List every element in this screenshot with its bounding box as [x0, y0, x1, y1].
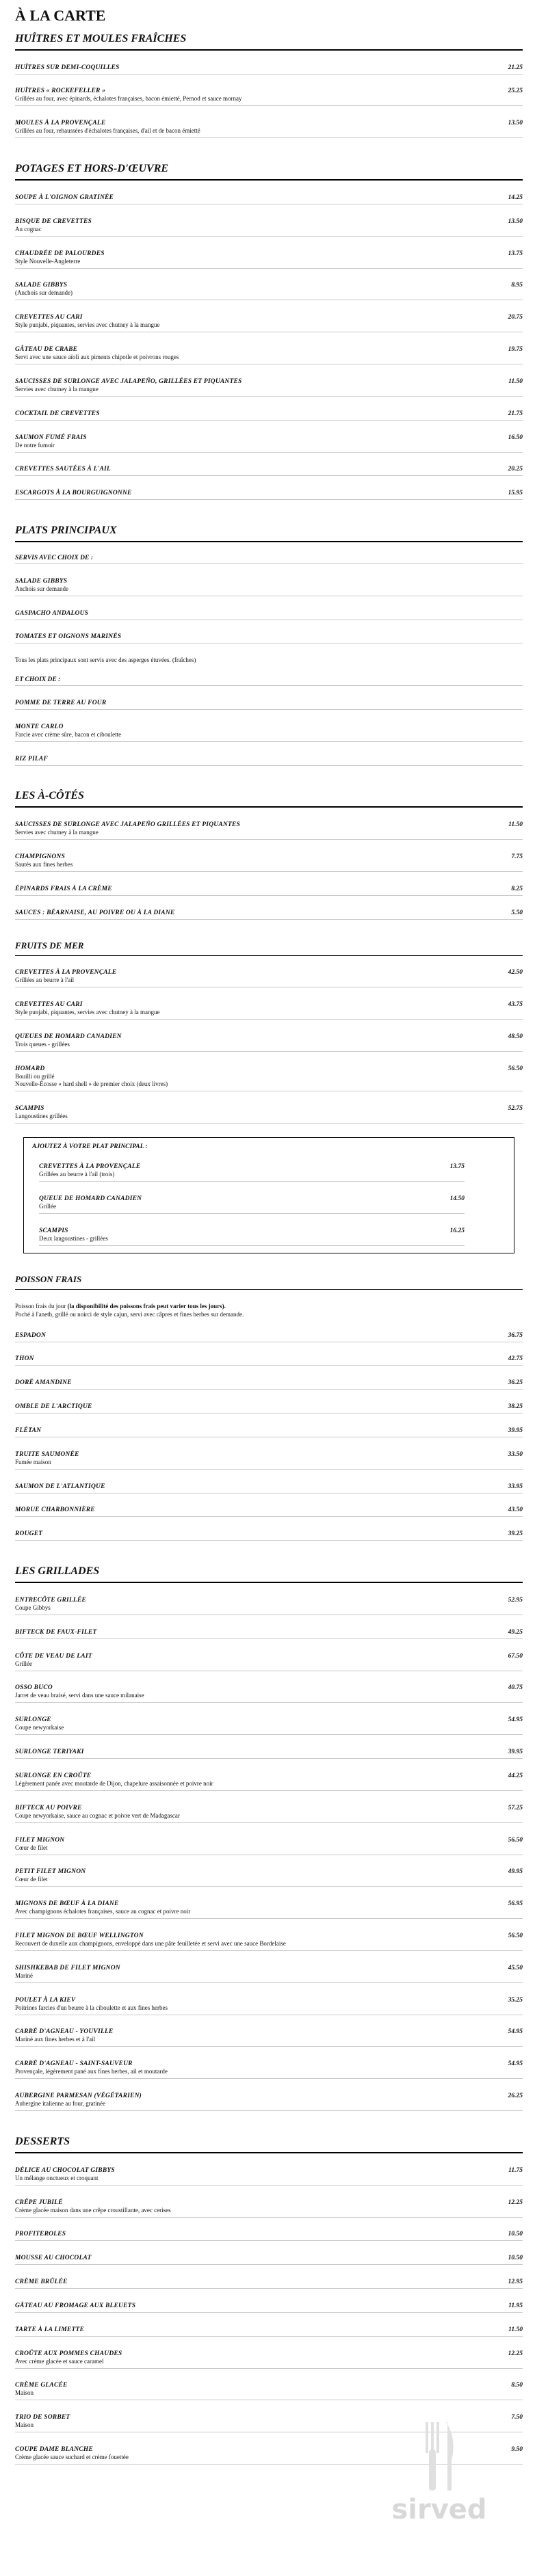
item-name: SAUCISSES DE SURLONGE AVEC JALAPEÑO, GRILLÉES ET PIQUANTES	[15, 377, 242, 385]
menu-item	[15, 1379, 523, 1390]
choice-name: GASPACHO ANDALOUS	[15, 609, 89, 617]
item-price: 8.95	[511, 282, 523, 289]
served-with-label: SERVIS AVEC CHOIX DE :	[15, 555, 523, 564]
item-description: Légèrement panée avec moutarde de Dijon, chapelure assaisonnée et poivre noir	[15, 1779, 213, 1787]
item-price: 48.50	[508, 1033, 523, 1040]
item-name: CREVETTES AU CARI	[15, 314, 83, 321]
item-name: HOMARD	[15, 1065, 45, 1072]
menu-item	[15, 1965, 523, 1983]
item-description: Coupe newyorkaise, sauce au cognac et poivre vert de Madagascar	[15, 1811, 180, 1819]
item-name: SURLONGE EN CROÛTE	[15, 1772, 92, 1779]
item-name: PROFITEROLES	[15, 2231, 66, 2238]
menu-item	[15, 194, 523, 204]
menu-item	[15, 1629, 523, 1639]
item-price: 16.50	[508, 434, 523, 441]
item-price: 38.25	[508, 1403, 523, 1411]
item-name: ÉPINARDS FRAIS À LA CRÈME	[15, 885, 112, 892]
menu-item	[15, 1653, 523, 1671]
item-name: SCAMPIS	[15, 1104, 44, 1112]
menu-item	[15, 1530, 523, 1541]
box-title: AJOUTEZ À VOTRE PLAT PRINCIPAL :	[32, 1143, 148, 1150]
item-name: SAUCES : BÉARNAISE, AU POIVRE OU À LA DIANE	[15, 909, 175, 916]
menu-item	[15, 434, 523, 453]
menu-item	[15, 1997, 523, 2015]
item-name: MOUSSE AU CHOCOLAT	[15, 2255, 92, 2262]
menu-item	[15, 1716, 523, 1735]
item-description: Cœur de filet	[15, 1844, 48, 1851]
item-name: FILET MIGNON DE BŒUF WELLINGTON	[15, 1933, 144, 1939]
item-description: Crème glacée maison dans une crêpe croustillante, avec cerises	[15, 2206, 171, 2214]
menu-item	[15, 346, 523, 364]
item-name: CRÈME BRÛLÉE	[15, 2279, 68, 2286]
section-title-huitres: HUÎTRES ET MOULES FRAÎCHES	[15, 33, 523, 51]
menu-item	[15, 1772, 523, 1791]
menu-item	[15, 1105, 523, 1124]
choice-item	[15, 756, 523, 766]
item-description: Coupe newyorkaise	[15, 1724, 64, 1731]
choice-item	[15, 700, 523, 710]
item-description: Avec crème glacée et sauce caramel	[15, 2357, 104, 2365]
item-name: GÂTEAU AU FROMAGE AUX BLEUETS	[15, 2302, 136, 2309]
menu-item	[15, 2093, 523, 2111]
item-price: 44.25	[508, 1772, 523, 1779]
menu-item	[15, 218, 523, 237]
item-name: CHAMPIGNONS	[15, 853, 65, 861]
item-name: GÂTEAU DE CRABE	[15, 346, 78, 354]
item-name: SURLONGE	[15, 1716, 51, 1724]
poisson-intro-b: (la disponibilité des poissons frais peut varier tous les jours).	[67, 1302, 226, 1310]
item-description: Style Nouvelle-Angleterre	[15, 257, 81, 265]
item-price: 14.25	[508, 194, 523, 201]
menu-item	[15, 490, 523, 500]
menu-item	[15, 64, 523, 75]
sirved-watermark	[371, 2494, 508, 2549]
menu-item	[15, 2167, 523, 2186]
item-price: 20.75	[508, 314, 523, 321]
item-price: 19.75	[508, 346, 523, 354]
item-price: 49.25	[508, 1628, 523, 1636]
item-price: 7.75	[511, 853, 523, 861]
item-description: Deux langoustines - grillées	[39, 1235, 108, 1243]
item-price: 8.50	[511, 2382, 523, 2389]
menu-item	[15, 821, 523, 840]
choice-item	[15, 723, 523, 742]
item-name: TRIO DE SORBET	[15, 2414, 70, 2421]
item-description: Poitrines farcies d'un beurre à la ciboulette et aux fines herbes	[15, 2004, 168, 2011]
poisson-intro-a: Poisson frais du jour	[15, 1302, 68, 1310]
choice-name: TOMATES ET OIGNONS MARINÉS	[15, 633, 122, 641]
choice-description: Farcie avec crème sûre, bacon et ciboulette	[15, 730, 122, 738]
item-name: QUEUES DE HOMARD CANADIEN	[15, 1033, 122, 1040]
section-title-grillades: LES GRILLADES	[15, 1565, 523, 1583]
item-name: MIGNONS DE BŒUF À LA DIANE	[15, 1900, 119, 1908]
item-name: SURLONGE TERIYAKI	[15, 1749, 84, 1756]
item-price: 43.75	[508, 1001, 523, 1009]
item-price: 43.50	[508, 1506, 523, 1514]
item-price: 12.25	[508, 2199, 523, 2206]
item-description: Langoustines grillées	[15, 1112, 68, 1119]
item-name: TARTE À LA LIMETTE	[15, 2326, 84, 2333]
item-price: 42.50	[508, 969, 523, 977]
menu-column	[15, 0, 523, 2465]
item-price: 56.95	[508, 1900, 523, 1908]
item-name: CREVETTES SAUTÉES À L'AIL	[15, 466, 111, 473]
menu-item	[15, 120, 523, 138]
item-name: BIFTECK AU POIVRE	[15, 1804, 82, 1811]
item-name: CROÛTE AUX POMMES CHAUDES	[15, 2350, 122, 2357]
item-description: Trois queues - grillées	[15, 1040, 70, 1048]
item-name: CREVETTES AU CARI	[15, 1001, 83, 1009]
item-description: Cœur de filet	[15, 1876, 48, 1883]
item-name: SAUMON DE L'ATLANTIQUE	[15, 1483, 105, 1490]
menu-item	[15, 1933, 523, 1951]
item-description: Sautés aux fines herbes	[15, 861, 73, 868]
item-price: 11.75	[508, 2166, 523, 2174]
menu-item	[15, 1427, 523, 1437]
section-title-potages: POTAGES ET HORS-D'ŒUVRE	[15, 163, 523, 181]
item-name: COUPE DAME BLANCHE	[15, 2446, 93, 2454]
item-price: 16.25	[449, 1227, 465, 1235]
menu-item	[15, 1805, 523, 1823]
item-name: DORÉ AMANDINE	[15, 1379, 72, 1387]
item-name: ROUGET	[15, 1530, 43, 1538]
menu-item	[15, 1451, 523, 1470]
item-name: CRÈME GLACÉE	[15, 2382, 68, 2389]
menu-item	[15, 2350, 523, 2369]
item-description: Maison	[15, 2389, 34, 2397]
item-description: Crème glacée sauce suchard et crème fouettée	[15, 2454, 129, 2461]
item-price: 13.75	[449, 1163, 465, 1171]
item-description: Recouvert de duxelle aux champignons, enveloppé dans une pâte feuilletée et servi avec une sauce Bordelaise	[15, 1940, 286, 1947]
item-name: HUÎTRES « ROCKEFELLER »	[15, 88, 106, 95]
item-description: Style punjabi, piquantes, servies avec chutney à la mangue	[15, 1009, 160, 1016]
item-description: Servi avec une sauce aïoli aux piments chipotle et poivrons rouges	[15, 354, 179, 361]
item-price: 52.75	[508, 1104, 523, 1112]
item-name: CREVETTES À LA PROVENÇALE	[15, 969, 117, 977]
item-description: Grillées au beurre à l'ail	[15, 977, 75, 984]
menu-item	[15, 1065, 523, 1091]
item-name: SCAMPIS	[39, 1227, 68, 1235]
item-name: THON	[15, 1355, 34, 1363]
and-choice-label: ET CHOIX DE :	[15, 676, 523, 686]
item-price: 52.95	[508, 1596, 523, 1604]
poisson-intro-c: Poché à l'aneth, grillé ou noirci de style cajun, servi avec câpres et fines herbes sur demande.	[15, 1310, 244, 1318]
item-description: Style punjabi, piquantes, servies avec chutney à la mangue	[15, 321, 160, 329]
menu-item	[15, 2060, 523, 2079]
item-name: CARRÉ D'AGNEAU - SAINT-SAUVEUR	[15, 2060, 133, 2068]
item-name: ESPADON	[15, 1331, 47, 1339]
item-price: 57.25	[508, 1804, 523, 1811]
item-description: Avec champignons échalotes françaises, sauce au cognac et poivre noir	[15, 1908, 191, 1915]
item-name: FILET MIGNON	[15, 1836, 65, 1844]
choice-name: SALADE GIBBYS	[15, 577, 68, 585]
menu-item	[15, 886, 523, 896]
item-name: SHISHKEBAB DE FILET MIGNON	[15, 1964, 120, 1971]
item-name: TRUITE SAUMONÉE	[15, 1450, 79, 1458]
choice-name: RIZ PILAF	[15, 755, 48, 762]
choice-name: MONTE CARLO	[15, 723, 64, 730]
menu-item	[15, 410, 523, 421]
menu-item	[15, 1506, 523, 1517]
item-name: BIFTECK DE FAUX-FILET	[15, 1628, 97, 1636]
item-price: 54.95	[508, 2060, 523, 2068]
item-price: 33.50	[508, 1450, 523, 1458]
item-description: (Anchois sur demande)	[15, 289, 73, 297]
item-name: BISQUE DE CREVETTES	[15, 217, 92, 225]
item-price: 13.75	[508, 250, 523, 257]
item-name: CHAUDRÉE DE PALOURDES	[15, 250, 105, 257]
menu-item	[15, 1749, 523, 1759]
menu-item	[15, 250, 523, 269]
item-price: 13.50	[508, 217, 523, 225]
item-description: Grillées au four, rehaussées d'échalotes françaises, d'ail et de bacon émietté	[15, 127, 200, 135]
menu-item	[15, 1355, 523, 1366]
item-price: 15.95	[508, 490, 523, 497]
plats-note: Tous les plats principaux sont servis avec des asperges étuvées. (fraîches)	[15, 656, 196, 664]
item-name: CREVETTES À LA PROVENÇALE	[39, 1163, 141, 1171]
item-price: 54.95	[508, 2028, 523, 2036]
item-name: SAUMON FUMÉ FRAIS	[15, 434, 87, 441]
item-name: CARRÉ D'AGNEAU - YOUVILLE	[15, 2028, 114, 2036]
item-description: Grillées au four, avec épinards, échalotes françaises, bacon émietté, Pernod et sauce mornay	[15, 95, 242, 103]
item-price: 11.50	[508, 377, 523, 385]
menu-item	[15, 969, 523, 987]
item-description: Fumée maison	[15, 1458, 51, 1465]
item-name: AUBERGINE PARMESAN (VÉGÉTARIEN)	[15, 2093, 142, 2100]
menu-item	[15, 1403, 523, 1413]
item-description: Grillée	[39, 1203, 56, 1210]
item-price: 12.25	[508, 2350, 523, 2357]
item-price: 33.95	[508, 1483, 523, 1490]
menu-item	[15, 1900, 523, 1919]
menu-item	[15, 2382, 523, 2400]
menu-item	[15, 2279, 523, 2289]
item-description: Bouilli ou grillé Nouvelle-Écosse « hard shell » de premier choix (deux livres)	[15, 1072, 168, 1087]
page-title: À LA CARTE	[15, 7, 106, 24]
menu-item	[39, 1195, 465, 1214]
item-price: 25.25	[508, 88, 523, 95]
menu-item	[39, 1163, 465, 1182]
item-price: 49.95	[508, 1868, 523, 1876]
item-price: 10.50	[508, 2255, 523, 2262]
item-price: 10.50	[508, 2231, 523, 2238]
item-description: Provençale, légèrement pané aux fines herbes, ail et moutarde	[15, 2068, 168, 2075]
item-price: 56.50	[508, 1836, 523, 1844]
item-name: ENTRECÔTE GRILLÉE	[15, 1596, 86, 1604]
item-price: 21.25	[508, 64, 523, 71]
menu-item	[15, 1837, 523, 1855]
item-name: SAUCISSES DE SURLONGE AVEC JALAPEÑO GRILLÉES ET PIQUANTES	[15, 821, 240, 829]
item-description: Grillées au beurre à l'ail (trois)	[39, 1171, 115, 1178]
section-title-plats: PLATS PRINCIPAUX	[15, 525, 523, 542]
item-description: Servies avec chutney à la mangue	[15, 385, 99, 393]
section-title-poisson: POISSON FRAIS	[15, 1274, 523, 1290]
watermark-text: sirved	[391, 2494, 487, 2525]
item-description: Aubergine italienne au four, gratinée	[15, 2100, 106, 2108]
item-price: 39.95	[508, 1749, 523, 1756]
item-description: Mariné aux fines herbes et à l'ail	[15, 2036, 96, 2043]
item-name: FLÉTAN	[15, 1426, 42, 1434]
item-description: De notre fumoir	[15, 441, 55, 449]
item-description: Maison	[15, 2421, 34, 2429]
item-price: 11.95	[508, 2302, 523, 2309]
item-name: DÉLICE AU CHOCOLAT GIBBYS	[15, 2166, 115, 2174]
item-name: PETIT FILET MIGNON	[15, 1868, 86, 1876]
menu-item	[15, 314, 523, 332]
fork-knife-icon	[419, 2419, 460, 2494]
item-price: 11.50	[508, 821, 523, 829]
section-title-cotes: LES À-CÔTÉS	[15, 790, 523, 808]
item-name: SALADE GIBBYS	[15, 282, 68, 289]
item-name: POULET À LA KIEV	[15, 1996, 76, 2004]
menu-item	[15, 2199, 523, 2218]
item-name: CÔTE DE VEAU DE LAIT	[15, 1652, 92, 1660]
item-price: 54.95	[508, 1716, 523, 1724]
item-price: 5.50	[511, 909, 523, 916]
section-title-fruits: FRUITS DE MER	[15, 940, 523, 956]
menu-item	[15, 909, 523, 920]
menu-item	[15, 853, 523, 872]
choice-item	[15, 633, 523, 643]
item-price: 42.75	[508, 1355, 523, 1363]
item-price: 67.50	[508, 1652, 523, 1660]
item-price: 9.50	[511, 2446, 523, 2454]
item-description: Jarret de veau braisé, servi dans une sauce milanaise	[15, 1692, 144, 1699]
item-description: Un mélange onctueux et croquant	[15, 2174, 99, 2181]
item-price: 56.50	[508, 1065, 523, 1072]
item-description: Mariné	[15, 1971, 33, 1979]
menu-item	[15, 1483, 523, 1493]
menu-item	[39, 1227, 465, 1246]
menu-item	[15, 88, 523, 106]
menu-item	[15, 1332, 523, 1342]
item-price: 21.75	[508, 410, 523, 417]
item-name: OMBLE DE L'ARCTIQUE	[15, 1403, 92, 1411]
menu-item	[15, 1868, 523, 1887]
item-name: MORUE CHARBONNIÈRE	[15, 1506, 95, 1514]
item-price: 14.50	[449, 1195, 465, 1203]
item-price: 26.25	[508, 2093, 523, 2100]
choice-name: POMME DE TERRE AU FOUR	[15, 699, 107, 706]
item-description: Coupe Gibbys	[15, 1604, 51, 1611]
choice-item	[15, 578, 523, 596]
item-price: 36.25	[508, 1379, 523, 1387]
item-price: 35.25	[508, 1996, 523, 2004]
item-price: 7.50	[511, 2414, 523, 2421]
menu-item	[15, 2326, 523, 2337]
item-name: CRÊPE JUBILÉ	[15, 2199, 63, 2206]
item-price: 20.25	[508, 466, 523, 473]
item-name: HUÎTRES SUR DEMI-COQUILLES	[15, 64, 120, 71]
menu-item	[15, 2255, 523, 2265]
item-price: 39.95	[508, 1426, 523, 1434]
item-price: 13.50	[508, 120, 523, 127]
item-price: 56.50	[508, 1933, 523, 1939]
item-description: Grillée	[15, 1660, 32, 1667]
item-price: 8.25	[511, 885, 523, 892]
choice-item	[15, 610, 523, 620]
item-price: 39.25	[508, 1530, 523, 1538]
item-price: 45.50	[508, 1964, 523, 1971]
poisson-intro	[15, 1302, 523, 1318]
menu-item	[15, 2028, 523, 2047]
item-name: ESCARGOTS À LA BOURGUIGNONNE	[15, 490, 132, 497]
item-price: 11.50	[508, 2326, 523, 2333]
menu-item	[15, 1001, 523, 1020]
menu-item	[15, 1597, 523, 1615]
item-price: 40.75	[508, 1684, 523, 1692]
section-title-desserts: DESSERTS	[15, 2136, 523, 2153]
item-price: 12.95	[508, 2279, 523, 2286]
item-description: Servies avec chutney à la mangue	[15, 829, 99, 836]
menu-item	[15, 378, 523, 397]
menu-item	[15, 282, 523, 300]
item-price: 36.75	[508, 1331, 523, 1339]
menu-item	[15, 1684, 523, 1703]
menu-item	[15, 2231, 523, 2241]
item-name: MOULES À LA PROVENÇALE	[15, 120, 106, 127]
item-name: OSSO BUCO	[15, 1684, 53, 1692]
item-name: QUEUE DE HOMARD CANADIEN	[39, 1195, 142, 1203]
item-name: SOUPE À L'OIGNON GRATINÉE	[15, 194, 114, 201]
menu-item	[15, 466, 523, 476]
menu-item	[15, 1033, 523, 1052]
add-to-main-box	[23, 1137, 514, 1253]
item-name: COCKTAIL DE CREVETTES	[15, 410, 100, 417]
menu-item	[15, 2302, 523, 2313]
item-description: Au cognac	[15, 225, 42, 233]
choice-description: Anchois sur demande	[15, 585, 68, 592]
